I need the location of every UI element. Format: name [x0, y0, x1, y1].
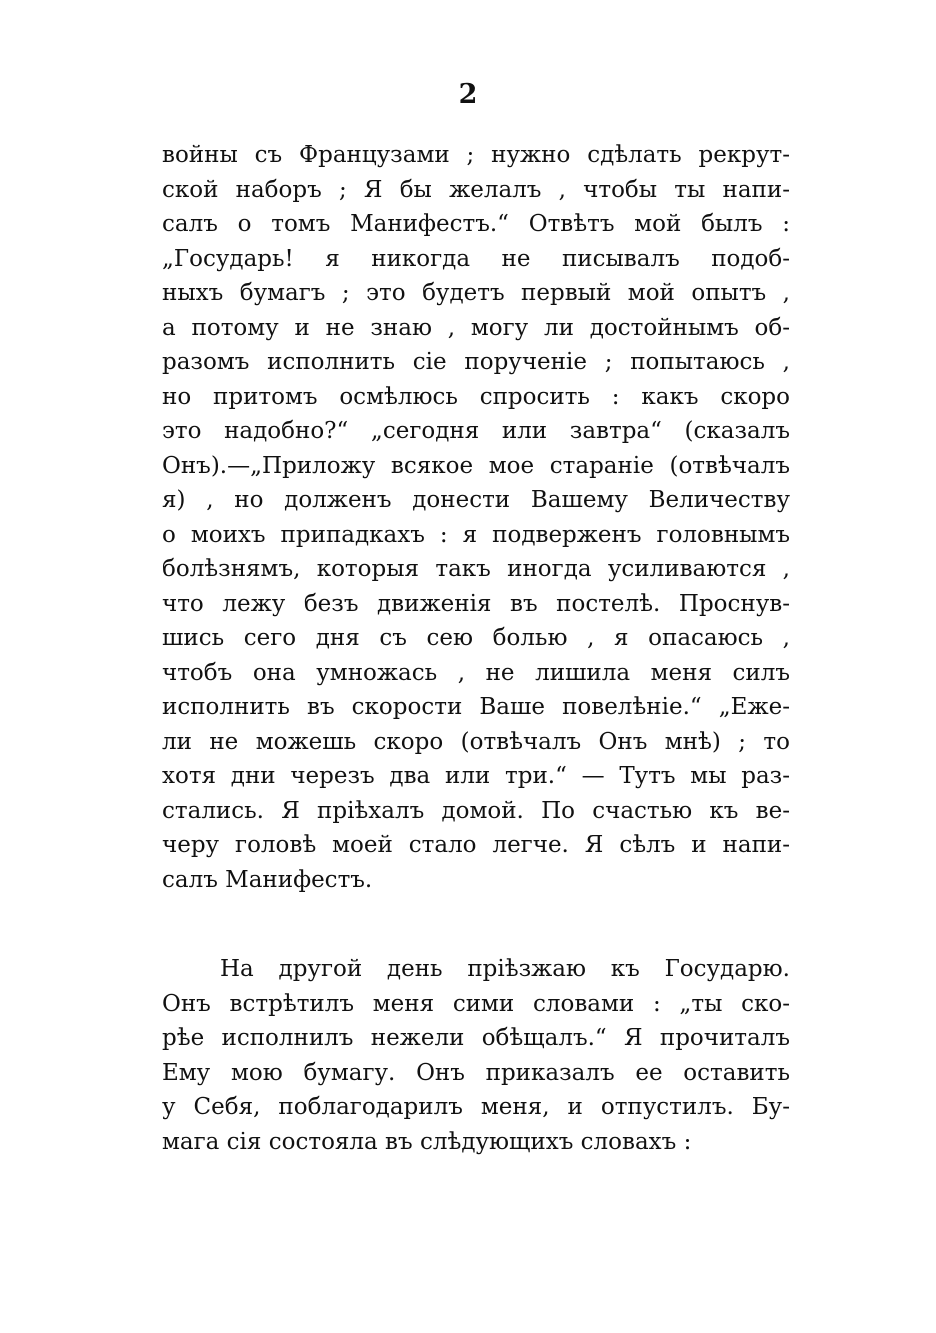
text-line: салъ о томъ Манифестъ.“ Отвѣтъ мой былъ :: [162, 211, 790, 237]
text-line: „Государь! я никогда не писывалъ подоб-: [162, 245, 790, 272]
text-line: о моихъ припадкахъ : я подверженъ головнымъ: [162, 521, 790, 548]
text-line: у Себя, поблагодарилъ меня, и отпустилъ. Бу-: [162, 1094, 790, 1120]
text-line: черу головѣ моей стало легче. Я сѣлъ и напи-: [162, 832, 790, 858]
text-line: ли не можешь скоро (отвѣчалъ Онъ мнѣ) ; то: [162, 728, 790, 755]
text-line: это надобно?“ „сегодня или завтра“ (сказалъ: [162, 418, 790, 444]
text-line: салъ Манифестъ.: [162, 866, 373, 893]
text-line: я) , но долженъ донести Вашему Величеству: [162, 487, 790, 513]
text-line: ныхъ бумагъ ; это будетъ первый мой опытъ ,: [162, 280, 790, 306]
text-line: На другой день пріѣзжаю къ Государю.: [220, 956, 790, 982]
paragraph-1: [162, 138, 790, 897]
text-line: хотя дни черезъ два или три.“ — Тутъ мы раз-: [162, 763, 790, 789]
page-number: 2: [458, 79, 478, 110]
text-line: болѣзнямъ, которыя такъ иногда усиливаются ,: [162, 556, 790, 582]
text-line: чтобъ она умножась , не лишила меня силъ: [162, 659, 790, 686]
text-line: рѣе исполнилъ нежели обѣщалъ.“ Я прочиталъ: [162, 1025, 790, 1051]
text-line: мага сія состояла въ слѣдующихъ словахъ :: [162, 1128, 692, 1155]
text-line: Онъ).—„Приложу всякое мое стараніе (отвѣчалъ: [162, 452, 790, 479]
text-line: войны съ Французами ; нужно сдѣлать рекрут-: [162, 142, 790, 168]
paragraph-2: [162, 952, 790, 1159]
text-line: шись сего дня съ сею болью , я опасаюсь ,: [162, 625, 790, 651]
text-line: но притомъ осмѣлюсь спросить : какъ скоро: [162, 383, 790, 410]
text-line: что лежу безъ движенія въ постелѣ. Проснув-: [162, 590, 790, 617]
text-line: Онъ встрѣтилъ меня сими словами : „ты ско-: [162, 990, 790, 1017]
text-line: ской наборъ ; Я бы желалъ , чтобы ты напи-: [162, 176, 790, 203]
text-line: исполнить въ скорости Ваше повелѣніе.“ „Еже-: [162, 694, 790, 720]
text-line: стались. Я пріѣхалъ домой. По счастью къ ве-: [162, 797, 790, 824]
text-line: разомъ исполнить сіе порученіе ; попытаюсь ,: [162, 349, 790, 375]
text-line: Ему мою бумагу. Онъ приказалъ ее оставить: [162, 1059, 790, 1086]
text-line: а потому и не знаю , могу ли достойнымъ об-: [162, 314, 790, 341]
